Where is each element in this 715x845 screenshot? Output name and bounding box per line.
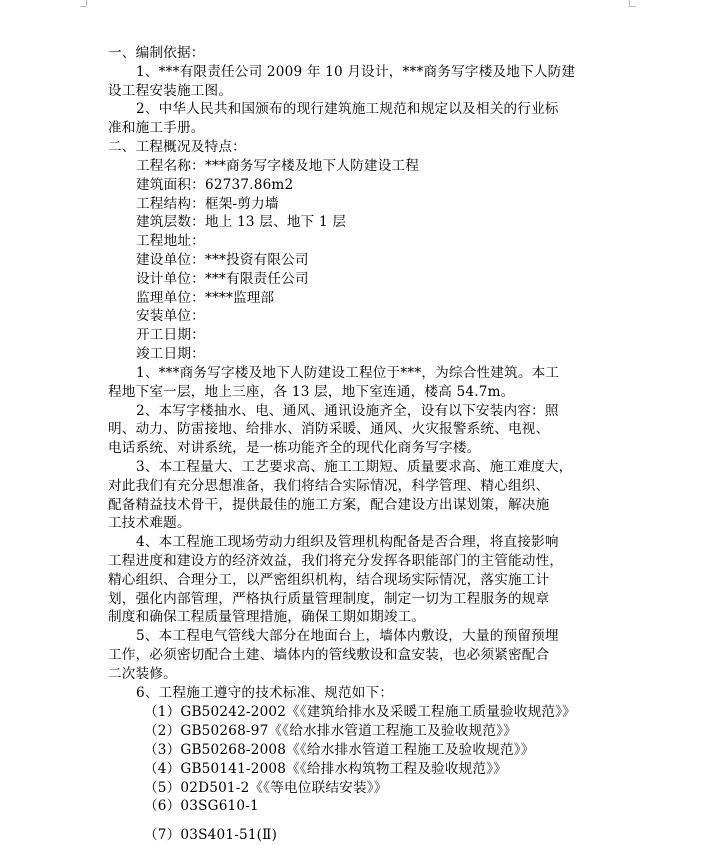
para-1: 1、***商务写字楼及地下人防建设工程位于***，为综合性建筑。本工 [136, 365, 560, 381]
design-unit: 设计单位：***有限责任公司 [136, 271, 309, 287]
standard-1: （1）GB50242-2002《《建筑给排水及采暖工程施工质量验收规范》》 [144, 704, 576, 720]
basis-item-1-cont: 设工程安装施工图。 [108, 83, 233, 99]
para-4: 4、本工程施工现场劳动力组织及管理机构配备是否合理，将直接影响 [136, 534, 559, 550]
project-name: 工程名称：***商务写字楼及地下人防建设工程 [136, 158, 420, 174]
para-2-cont-1: 明、动力、防雷接地、给排水、消防采暖、通风、火灾报警系统、电视、 [108, 421, 550, 437]
crop-mark-right-h [629, 6, 636, 7]
heading-basis: 一、编制依据： [108, 45, 205, 61]
para-5-cont-2: 二次装修。 [108, 666, 177, 682]
project-address: 工程地址： [136, 233, 205, 249]
para-2-cont-2: 电话系统、对讲系统，是一栋功能齐全的现代化商务写字楼。 [108, 440, 481, 456]
para-4-cont-4: 制度和确保工程质量管理措施，确保工期如期竣工。 [108, 609, 426, 625]
para-6: 6、工程施工遵守的技术标准、规范如下： [136, 685, 394, 701]
standard-6: （6）03SG610-1 [144, 798, 259, 814]
floors: 建筑层数：地上 13 层、地下 1 层 [136, 214, 347, 230]
para-2: 2、本写字楼抽水、电、通风、通讯设施齐全，设有以下安装内容：照 [136, 403, 559, 419]
crop-mark-left-h [80, 6, 87, 7]
building-area: 建筑面积：62737.86m2 [136, 177, 294, 193]
para-4-cont-3: 划，强化内部管理，严格执行质量管理制度，制定一切为工程服务的规章 [108, 591, 550, 607]
standard-5: （5）02D501-2《《等电位联结安装》》 [144, 780, 388, 796]
standard-3: （3）GB50268-2008《《给水排水管道工程施工及验收规范》》 [144, 742, 535, 758]
install-unit: 安装单位： [136, 308, 205, 324]
para-5: 5、本工程电气管线大部分在地面台上，墙体内敷设，大量的预留预埋 [136, 628, 559, 644]
para-3-cont-1: 对此我们有充分思想准备，我们将结合实际情况，科学管理、精心组织、 [108, 478, 550, 494]
para-3-cont-2: 配备精益技术骨干，提供最佳的施工方案，配合建设方出谋划策，解决施 [108, 497, 550, 513]
heading-overview: 二、工程概况及特点： [108, 139, 246, 155]
basis-item-2: 2、中华人民共和国颁布的现行建筑施工规范和规定以及相关的行业标 [136, 101, 559, 117]
para-4-cont-2: 精心组织、合理分工，以严密组织机构，结合现场实际情况，落实施工计 [108, 572, 550, 588]
para-4-cont-1: 工程进度和建设方的经济效益，我们将充分发挥各职能部门的主管能动性， [108, 553, 564, 569]
para-3: 3、本工程量大、工艺要求高、施工工期短、质量要求高、施工难度大， [136, 459, 573, 475]
standard-4: （4）GB50141-2008《《给排水构筑物工程及验收规范》》 [144, 761, 508, 777]
owner-unit: 建设单位：***投资有限公司 [136, 252, 309, 268]
supervision-unit: 监理单位：****监理部 [136, 290, 275, 306]
start-date: 开工日期： [136, 327, 205, 343]
standard-7: （7）03S401-51(Ⅱ) [144, 827, 278, 843]
structure: 工程结构：框架-剪力墙 [136, 196, 279, 212]
para-3-cont-3: 工技术难题。 [108, 515, 191, 531]
para-1-cont: 程地下室一层，地上三座，各 13 层，地下室连通，楼高 54.7m。 [108, 384, 515, 400]
completion-date: 竣工日期： [136, 346, 205, 362]
standard-2: （2）GB50268-97《《给水排水管道工程施工及验收规范》》 [144, 723, 517, 739]
para-5-cont-1: 工作，必须密切配合土建、墙体内的管线敷设和盒安装，也必须紧密配合 [108, 647, 550, 663]
basis-item-1: 1、***有限责任公司 2009 年 10 月设计，***商务写字楼及地下人防建 [136, 64, 576, 80]
basis-item-2-cont: 准和施工手册。 [108, 120, 205, 136]
